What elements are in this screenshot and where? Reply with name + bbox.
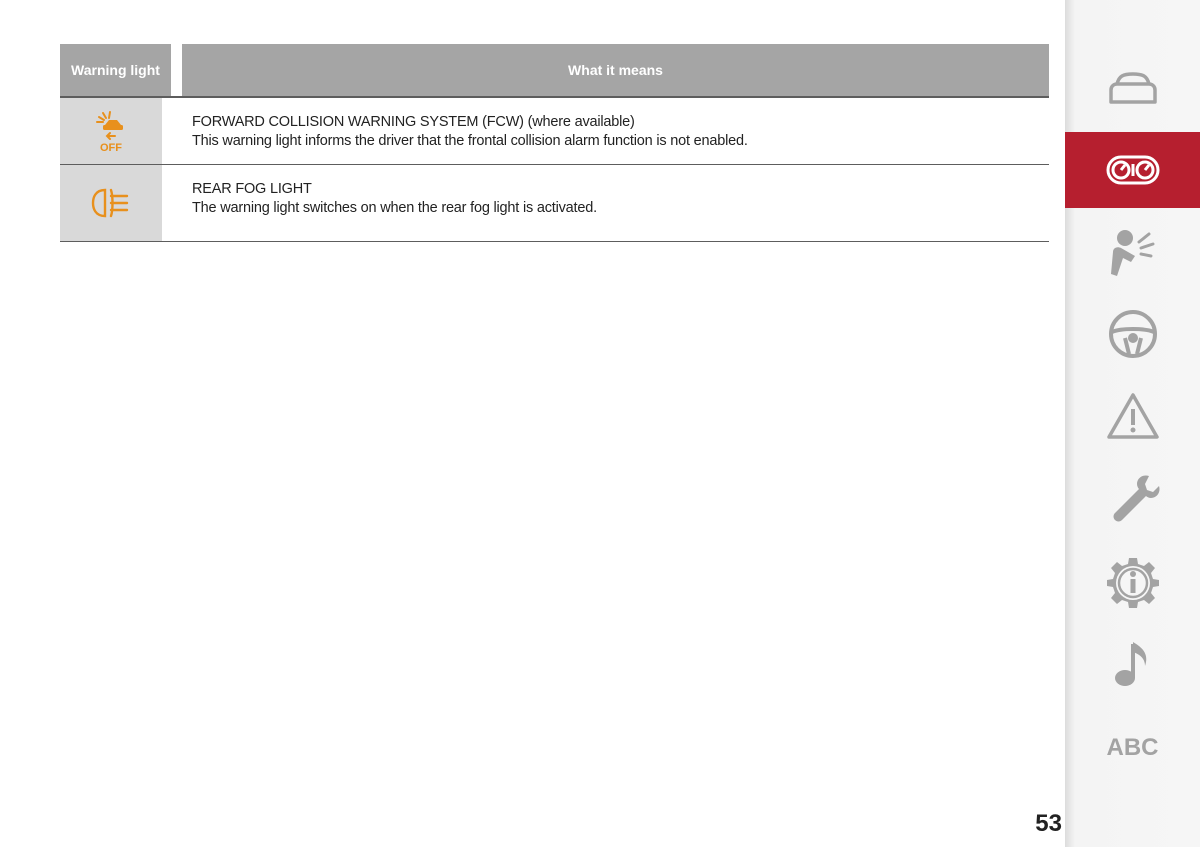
wrench-icon: [1105, 470, 1161, 526]
row-description: This warning light informs the driver that the frontal collision alarm function is not enabled.: [192, 133, 748, 149]
header-what-it-means: What it means: [182, 44, 1049, 96]
dashboard-icon: [1105, 154, 1161, 186]
meaning-cell: [162, 165, 1049, 241]
row-description: The warning light switches on when the rear fog light is activated.: [192, 200, 597, 216]
table-header: [60, 44, 1049, 98]
sidebar-item-maintenance[interactable]: [1065, 460, 1200, 536]
meaning-cell: [162, 98, 1049, 164]
icon-cell: [60, 98, 162, 164]
sidebar-item-multimedia[interactable]: [1065, 626, 1200, 702]
icon-off-label: OFF: [100, 142, 122, 153]
sidebar-item-car[interactable]: [1065, 50, 1200, 126]
warning-lights-table: [60, 44, 1049, 242]
forward-collision-off-icon: [93, 109, 129, 153]
table-row: [60, 98, 1049, 165]
steering-wheel-icon: [1107, 308, 1159, 360]
sidebar-item-technical-data[interactable]: [1065, 544, 1200, 620]
sidebar-item-safety[interactable]: [1065, 214, 1200, 290]
sidebar-item-driving[interactable]: [1065, 296, 1200, 372]
table-row: [60, 165, 1049, 242]
car-icon: [1105, 68, 1161, 108]
airbag-safety-icon: [1105, 226, 1161, 278]
gear-info-icon: [1105, 554, 1161, 610]
music-note-icon: [1111, 638, 1155, 690]
icon-cell: [60, 165, 162, 241]
row-title: FORWARD COLLISION WARNING SYSTEM (FCW) (where available): [192, 114, 635, 130]
row-title: REAR FOG LIGHT: [192, 181, 312, 197]
sidebar-item-emergency[interactable]: [1065, 378, 1200, 454]
chapter-sidebar: [1065, 0, 1200, 847]
page-number: 53: [1035, 810, 1062, 837]
warning-triangle-icon: [1105, 391, 1161, 441]
header-gap: [171, 44, 182, 96]
abc-index-label: ABC: [1106, 734, 1159, 761]
sidebar-item-index[interactable]: [1065, 710, 1200, 786]
header-warning-light: Warning light: [60, 44, 171, 96]
rear-fog-light-icon: [89, 186, 133, 220]
sidebar-item-dashboard[interactable]: [1065, 132, 1200, 208]
